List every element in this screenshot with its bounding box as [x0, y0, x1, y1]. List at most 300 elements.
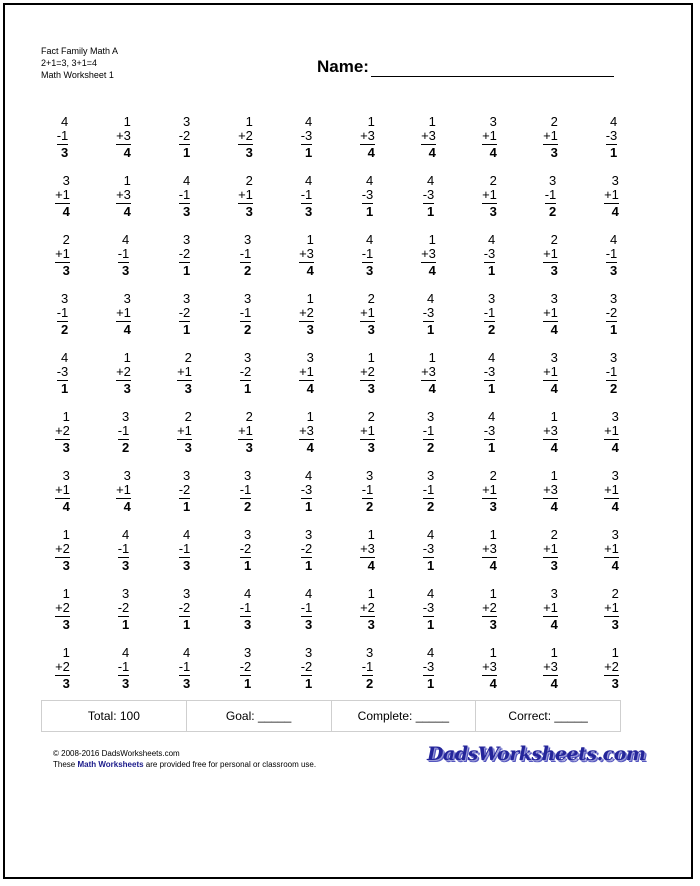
- problem-item: [459, 410, 520, 469]
- problem-top-number: 4: [305, 114, 313, 129]
- problem-answer: 3: [489, 617, 497, 632]
- notice-prefix: These: [53, 760, 76, 769]
- problem-top-number: 3: [244, 468, 252, 483]
- problem-top-number: 2: [184, 409, 192, 424]
- problem-operand: -1: [56, 305, 69, 320]
- worksheet-header: [41, 45, 118, 81]
- problem-stack: [299, 292, 314, 337]
- problem-answer: 4: [611, 558, 619, 573]
- problem-top-number: 1: [367, 114, 375, 129]
- problem-answer: 1: [61, 381, 69, 396]
- problem-item: [93, 292, 154, 351]
- problem-grid: [32, 115, 642, 705]
- problem-stack: [240, 233, 252, 278]
- problem-operand: +1: [543, 541, 558, 556]
- problem-top-number: 2: [489, 468, 497, 483]
- problem-top-number: 4: [610, 114, 618, 129]
- problem-answer: 4: [367, 145, 375, 160]
- problem-answer: 1: [183, 617, 191, 632]
- problem-stack: [301, 646, 313, 691]
- problem-top-number: 4: [427, 527, 435, 542]
- problem-operand: +3: [299, 423, 314, 438]
- problem-top-number: 1: [306, 232, 314, 247]
- problem-answer: 2: [427, 499, 435, 514]
- problem-stack: [55, 587, 70, 632]
- problem-item: [93, 233, 154, 292]
- problem-operand: -3: [422, 187, 435, 202]
- problem-item: [337, 233, 398, 292]
- problem-operand: -1: [239, 305, 252, 320]
- problem-top-number: 1: [367, 586, 375, 601]
- problem-answer: 1: [488, 263, 496, 278]
- problem-operand: -1: [300, 600, 313, 615]
- problem-item: [520, 646, 581, 705]
- problem-top-number: 1: [428, 232, 436, 247]
- problem-operand: +1: [604, 187, 619, 202]
- problem-stack: [543, 646, 558, 691]
- problem-operand: +1: [116, 305, 131, 320]
- problem-stack: [301, 115, 313, 160]
- problem-answer: 3: [62, 558, 70, 573]
- problem-item: [581, 528, 642, 587]
- problem-answer: 1: [366, 204, 374, 219]
- problem-answer: 3: [62, 676, 70, 691]
- problem-answer: 4: [489, 145, 497, 160]
- problem-item: [398, 410, 459, 469]
- problem-operand: -1: [178, 187, 191, 202]
- problem-item: [459, 233, 520, 292]
- problem-operand: -1: [422, 423, 435, 438]
- problem-answer: 2: [366, 499, 374, 514]
- problem-top-number: 3: [183, 114, 191, 129]
- problem-operand: -1: [605, 246, 618, 261]
- problem-operand: +2: [55, 600, 70, 615]
- problem-item: [459, 587, 520, 646]
- problem-answer: 4: [550, 381, 558, 396]
- problem-answer: 3: [610, 263, 618, 278]
- problem-item: [581, 410, 642, 469]
- problem-stack: [299, 233, 314, 278]
- problem-answer: 3: [62, 440, 70, 455]
- problem-top-number: 1: [62, 409, 70, 424]
- problem-operand: -1: [422, 482, 435, 497]
- problem-top-number: 3: [244, 291, 252, 306]
- problem-stack: [177, 410, 192, 455]
- problem-top-number: 2: [367, 409, 375, 424]
- problem-stack: [543, 469, 558, 514]
- problem-top-number: 3: [550, 291, 558, 306]
- problem-item: [276, 410, 337, 469]
- problem-answer: 1: [244, 381, 252, 396]
- problem-item: [581, 587, 642, 646]
- problem-stack: [484, 351, 496, 396]
- problem-operand: +1: [543, 246, 558, 261]
- problem-top-number: 2: [550, 527, 558, 542]
- problem-item: [154, 469, 215, 528]
- problem-item: [276, 292, 337, 351]
- problem-answer: 1: [183, 145, 191, 160]
- problem-answer: 3: [62, 263, 70, 278]
- problem-answer: 3: [305, 204, 313, 219]
- problem-item: [154, 646, 215, 705]
- problem-answer: 4: [550, 440, 558, 455]
- problem-stack: [118, 410, 130, 455]
- problem-top-number: 1: [62, 586, 70, 601]
- problem-stack: [55, 174, 70, 219]
- problem-item: [93, 528, 154, 587]
- problem-stack: [604, 469, 619, 514]
- problem-answer: 3: [184, 440, 192, 455]
- problem-operand: -1: [483, 305, 496, 320]
- problem-top-number: 4: [122, 527, 130, 542]
- problem-answer: 4: [123, 145, 131, 160]
- problem-top-number: 3: [123, 291, 131, 306]
- problem-operand: +1: [177, 364, 192, 379]
- problem-operand: +3: [360, 541, 375, 556]
- problem-stack: [543, 587, 558, 632]
- problem-stack: [116, 115, 131, 160]
- problem-top-number: 3: [550, 586, 558, 601]
- problem-top-number: 3: [183, 291, 191, 306]
- problem-stack: [360, 351, 375, 396]
- problem-top-number: 4: [427, 645, 435, 660]
- problem-item: [459, 646, 520, 705]
- problem-operand: -2: [239, 541, 252, 556]
- problem-item: [520, 292, 581, 351]
- problem-top-number: 3: [183, 468, 191, 483]
- problem-operand: +1: [177, 423, 192, 438]
- problem-top-number: 4: [305, 468, 313, 483]
- problem-answer: 4: [550, 676, 558, 691]
- problem-stack: [362, 469, 374, 514]
- problem-answer: 4: [428, 145, 436, 160]
- problem-stack: [423, 528, 435, 573]
- problem-item: [93, 115, 154, 174]
- problem-stack: [482, 115, 497, 160]
- problem-item: [93, 646, 154, 705]
- problem-stack: [177, 351, 192, 396]
- problem-top-number: 2: [62, 232, 70, 247]
- complete-cell: Complete: _____: [332, 701, 477, 731]
- problem-answer: 3: [367, 322, 375, 337]
- problem-operand: -1: [178, 659, 191, 674]
- problem-top-number: 4: [61, 350, 69, 365]
- problem-operand: -3: [422, 659, 435, 674]
- correct-cell: Correct: _____: [508, 709, 588, 723]
- problem-stack: [57, 292, 69, 337]
- problem-answer: 3: [122, 263, 130, 278]
- problem-top-number: 3: [244, 232, 252, 247]
- problem-item: [154, 351, 215, 410]
- problem-stack: [240, 587, 252, 632]
- problem-answer: 4: [428, 263, 436, 278]
- problem-top-number: 4: [122, 232, 130, 247]
- problem-top-number: 1: [550, 468, 558, 483]
- score-summary: [41, 700, 621, 732]
- problem-operand: -3: [300, 482, 313, 497]
- problem-answer: 2: [61, 322, 69, 337]
- problem-stack: [606, 115, 618, 160]
- problem-item: [581, 115, 642, 174]
- problem-operand: -2: [300, 659, 313, 674]
- problem-stack: [362, 646, 374, 691]
- problem-operand: +2: [55, 541, 70, 556]
- problem-top-number: 4: [366, 232, 374, 247]
- problem-answer: 1: [427, 558, 435, 573]
- problem-top-number: 1: [367, 527, 375, 542]
- worksheet-subtitle: 2+1=3, 3+1=4: [41, 58, 98, 68]
- problem-operand: -2: [300, 541, 313, 556]
- problem-top-number: 4: [244, 586, 252, 601]
- usage-notice: [53, 759, 316, 770]
- problem-item: [154, 233, 215, 292]
- problem-item: [32, 174, 93, 233]
- problem-stack: [423, 174, 435, 219]
- problem-top-number: 3: [611, 468, 619, 483]
- problem-top-number: 1: [123, 350, 131, 365]
- problem-top-number: 4: [427, 173, 435, 188]
- problem-top-number: 4: [427, 586, 435, 601]
- problem-answer: 3: [367, 617, 375, 632]
- problem-stack: [238, 410, 253, 455]
- problem-top-number: 1: [245, 114, 253, 129]
- problem-stack: [362, 233, 374, 278]
- problem-item: [215, 233, 276, 292]
- problem-item: [337, 646, 398, 705]
- problem-answer: 4: [62, 499, 70, 514]
- problem-stack: [301, 528, 313, 573]
- problem-top-number: 3: [244, 350, 252, 365]
- problem-item: [398, 587, 459, 646]
- problem-stack: [604, 174, 619, 219]
- problem-answer: 4: [428, 381, 436, 396]
- problem-stack: [179, 233, 191, 278]
- problem-top-number: 1: [306, 409, 314, 424]
- problem-stack: [57, 115, 69, 160]
- problem-answer: 3: [550, 263, 558, 278]
- problem-operand: -3: [56, 364, 69, 379]
- problem-operand: +3: [482, 659, 497, 674]
- problem-item: [93, 469, 154, 528]
- problem-stack: [543, 115, 558, 160]
- problem-stack: [299, 410, 314, 455]
- problem-answer: 3: [306, 322, 314, 337]
- problem-answer: 3: [366, 263, 374, 278]
- problem-top-number: 2: [550, 114, 558, 129]
- problem-item: [520, 351, 581, 410]
- problem-answer: 1: [305, 499, 313, 514]
- problem-top-number: 3: [306, 350, 314, 365]
- problem-top-number: 4: [183, 645, 191, 660]
- problem-operand: +3: [543, 659, 558, 674]
- problem-stack: [116, 292, 131, 337]
- problem-operand: -3: [422, 305, 435, 320]
- problem-item: [32, 292, 93, 351]
- problem-answer: 1: [305, 676, 313, 691]
- problem-operand: -3: [361, 187, 374, 202]
- problem-top-number: 3: [62, 468, 70, 483]
- problem-answer: 3: [367, 381, 375, 396]
- problem-answer: 1: [244, 558, 252, 573]
- problem-answer: 3: [244, 617, 252, 632]
- problem-operand: -3: [422, 600, 435, 615]
- problem-item: [32, 469, 93, 528]
- problem-item: [581, 469, 642, 528]
- problem-operand: -3: [300, 128, 313, 143]
- problem-item: [398, 292, 459, 351]
- problem-operand: +1: [604, 482, 619, 497]
- math-worksheets-link[interactable]: Math Worksheets: [77, 760, 144, 769]
- problem-item: [337, 410, 398, 469]
- dadsworksheets-logo[interactable]: DadsWorksheets.com: [427, 743, 646, 765]
- problem-stack: [484, 233, 496, 278]
- problem-answer: 3: [489, 204, 497, 219]
- problem-operand: +3: [421, 128, 436, 143]
- problem-answer: 1: [183, 322, 191, 337]
- problem-operand: -1: [178, 541, 191, 556]
- problem-stack: [543, 528, 558, 573]
- problem-top-number: 4: [488, 232, 496, 247]
- problem-stack: [301, 469, 313, 514]
- problem-item: [32, 115, 93, 174]
- problem-operand: -2: [178, 305, 191, 320]
- problem-top-number: 4: [183, 173, 191, 188]
- problem-top-number: 2: [367, 291, 375, 306]
- problem-item: [398, 115, 459, 174]
- problem-item: [215, 410, 276, 469]
- problem-stack: [421, 351, 436, 396]
- problem-top-number: 3: [427, 409, 435, 424]
- problem-answer: 4: [550, 499, 558, 514]
- problem-top-number: 1: [489, 527, 497, 542]
- problem-stack: [423, 646, 435, 691]
- problem-stack: [604, 587, 619, 632]
- problem-operand: -3: [422, 541, 435, 556]
- problem-answer: 1: [305, 558, 313, 573]
- problem-top-number: 3: [489, 114, 497, 129]
- problem-answer: 1: [488, 381, 496, 396]
- problem-stack: [55, 528, 70, 573]
- problem-operand: +2: [482, 600, 497, 615]
- problem-stack: [423, 292, 435, 337]
- problem-answer: 1: [427, 617, 435, 632]
- problem-answer: 4: [306, 263, 314, 278]
- problem-item: [398, 469, 459, 528]
- problem-item: [520, 174, 581, 233]
- problem-item: [398, 351, 459, 410]
- problem-stack: [423, 410, 435, 455]
- problem-stack: [482, 174, 497, 219]
- problem-answer: 1: [427, 676, 435, 691]
- problem-operand: -2: [178, 128, 191, 143]
- problem-operand: -2: [117, 600, 130, 615]
- problem-item: [398, 646, 459, 705]
- problem-answer: 2: [244, 322, 252, 337]
- problem-answer: 3: [122, 558, 130, 573]
- problem-operand: +1: [543, 600, 558, 615]
- problem-item: [215, 351, 276, 410]
- problem-top-number: 1: [62, 645, 70, 660]
- problem-answer: 1: [610, 145, 618, 160]
- problem-top-number: 1: [550, 645, 558, 660]
- problem-operand: +1: [360, 423, 375, 438]
- problem-item: [154, 410, 215, 469]
- problem-operand: -2: [239, 659, 252, 674]
- problem-answer: 3: [184, 381, 192, 396]
- problem-answer: 1: [610, 322, 618, 337]
- problem-operand: +3: [482, 541, 497, 556]
- problem-item: [32, 351, 93, 410]
- problem-item: [337, 528, 398, 587]
- problem-answer: 4: [611, 499, 619, 514]
- problem-stack: [360, 528, 375, 573]
- problem-answer: 3: [367, 440, 375, 455]
- problem-top-number: 1: [428, 350, 436, 365]
- problem-top-number: 3: [244, 645, 252, 660]
- problem-top-number: 3: [244, 527, 252, 542]
- problem-answer: 3: [183, 558, 191, 573]
- problem-answer: 3: [489, 499, 497, 514]
- problem-top-number: 4: [366, 173, 374, 188]
- problem-stack: [238, 174, 253, 219]
- problem-operand: +1: [482, 187, 497, 202]
- problem-top-number: 3: [611, 173, 619, 188]
- problem-top-number: 3: [123, 468, 131, 483]
- problem-answer: 3: [183, 676, 191, 691]
- problem-stack: [118, 528, 130, 573]
- problem-top-number: 1: [489, 645, 497, 660]
- problem-answer: 3: [245, 145, 253, 160]
- problem-answer: 3: [305, 617, 313, 632]
- problem-stack: [545, 174, 557, 219]
- problem-item: [337, 174, 398, 233]
- problem-top-number: 1: [550, 409, 558, 424]
- problem-operand: +1: [543, 305, 558, 320]
- problem-stack: [179, 115, 191, 160]
- problem-stack: [240, 351, 252, 396]
- problem-operand: -1: [117, 246, 130, 261]
- problem-top-number: 1: [123, 173, 131, 188]
- problem-operand: +1: [238, 187, 253, 202]
- problem-operand: +3: [116, 187, 131, 202]
- problem-top-number: 3: [366, 468, 374, 483]
- worksheet-page: [3, 3, 693, 879]
- problem-item: [581, 351, 642, 410]
- problem-answer: 2: [610, 381, 618, 396]
- problem-top-number: 1: [123, 114, 131, 129]
- problem-answer: 1: [488, 440, 496, 455]
- problem-top-number: 2: [245, 409, 253, 424]
- problem-operand: +3: [543, 482, 558, 497]
- problem-operand: +1: [55, 482, 70, 497]
- problem-item: [215, 115, 276, 174]
- problem-item: [154, 174, 215, 233]
- problem-item: [276, 351, 337, 410]
- problem-item: [93, 587, 154, 646]
- problem-operand: +2: [238, 128, 253, 143]
- problem-operand: +3: [116, 128, 131, 143]
- problem-operand: -2: [605, 305, 618, 320]
- problem-top-number: 3: [62, 173, 70, 188]
- problem-answer: 2: [244, 263, 252, 278]
- problem-top-number: 4: [61, 114, 69, 129]
- problem-answer: 2: [549, 204, 557, 219]
- problem-operand: +1: [238, 423, 253, 438]
- problem-answer: 4: [489, 558, 497, 573]
- problem-stack: [543, 233, 558, 278]
- problem-item: [520, 587, 581, 646]
- problem-stack: [299, 351, 314, 396]
